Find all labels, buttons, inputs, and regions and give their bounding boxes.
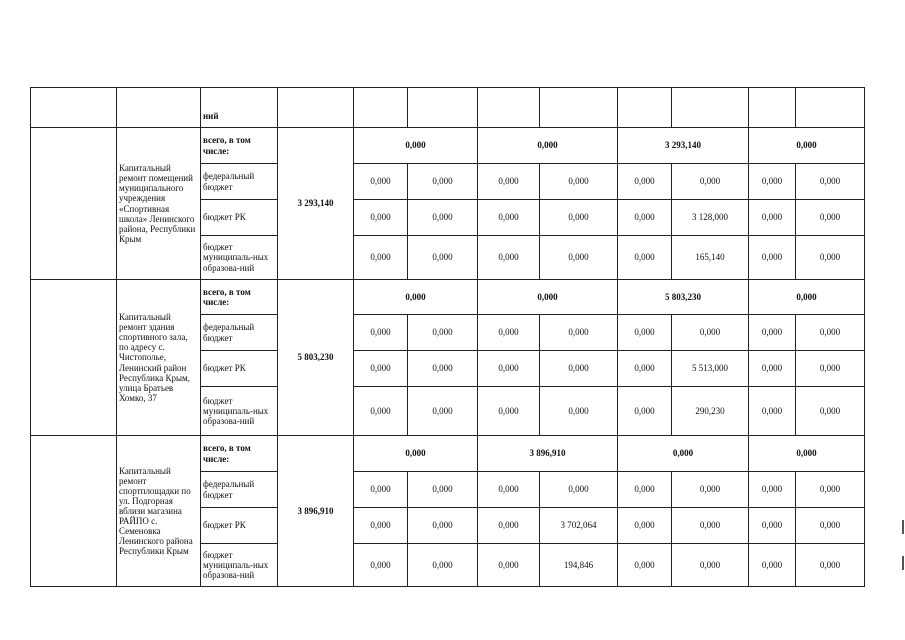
value-cell: 0,000 (354, 472, 408, 508)
value-cell: 290,230 (672, 387, 749, 436)
value-cell (540, 88, 618, 128)
value-cell: 0,000 (354, 508, 408, 544)
value-cell: 0,000 (540, 164, 618, 200)
value-cell: 0,000 (478, 351, 540, 387)
table-row (31, 88, 865, 128)
value-cell: 3 702,064 (540, 508, 618, 544)
value-cell: 0,000 (749, 351, 796, 387)
value-cell: 0,000 (540, 200, 618, 236)
year-total-cell: 0,000 (478, 128, 618, 164)
funding-source-cell: бюджет РК (201, 351, 278, 387)
value-cell: 0,000 (796, 200, 865, 236)
index-cell (31, 436, 117, 587)
value-cell: 0,000 (478, 200, 540, 236)
value-cell: 0,000 (540, 472, 618, 508)
project-name-cell: Капитальный ремонт здания спортивного зала, по адресу с. Чистополье, Ленинский район Республика Крым, улица Братьев Хомко, 37 (117, 280, 201, 436)
value-cell (354, 88, 408, 128)
value-cell: 0,000 (749, 200, 796, 236)
project-name-cell: Капитальный ремонт помещений муниципального учреждения «Спортивная школа» Ленинского района, Республики Крым (117, 128, 201, 280)
project-total-cell: 5 803,230 (278, 280, 354, 436)
value-cell: 0,000 (408, 351, 478, 387)
value-cell: 0,000 (408, 315, 478, 351)
value-cell: 0,000 (354, 200, 408, 236)
year-total-cell: 0,000 (354, 128, 478, 164)
value-cell: 0,000 (796, 544, 865, 587)
value-cell: 0,000 (618, 315, 672, 351)
value-cell: 3 128,000 (672, 200, 749, 236)
funding-source-cell: ний (201, 88, 278, 128)
value-cell: 0,000 (478, 387, 540, 436)
value-cell: 0,000 (796, 508, 865, 544)
year-total-cell: 5 803,230 (618, 280, 749, 315)
funding-source-cell: бюджет РК (201, 508, 278, 544)
value-cell: 0,000 (540, 236, 618, 280)
index-cell (31, 88, 117, 128)
funding-source-cell: федеральный бюджет (201, 472, 278, 508)
value-cell: 0,000 (618, 200, 672, 236)
value-cell: 0,000 (618, 351, 672, 387)
value-cell: 0,000 (408, 236, 478, 280)
year-total-cell: 0,000 (354, 436, 478, 472)
value-cell: 0,000 (354, 236, 408, 280)
year-total-cell: 0,000 (749, 280, 865, 315)
value-cell: 0,000 (408, 508, 478, 544)
index-cell (31, 280, 117, 436)
value-cell: 0,000 (354, 315, 408, 351)
value-cell: 0,000 (354, 544, 408, 587)
value-cell (749, 88, 796, 128)
value-cell: 194,846 (540, 544, 618, 587)
value-cell (478, 88, 540, 128)
value-cell: 0,000 (618, 472, 672, 508)
value-cell: 165,140 (672, 236, 749, 280)
value-cell: 0,000 (749, 387, 796, 436)
funding-source-cell: бюджет муниципаль-ных образова-ний (201, 544, 278, 587)
funding-source-cell: всего, в том числе: (201, 436, 278, 472)
year-total-cell: 3 896,910 (478, 436, 618, 472)
value-cell: 0,000 (749, 164, 796, 200)
value-cell: 0,000 (540, 315, 618, 351)
table-row (31, 436, 865, 472)
value-cell: 0,000 (796, 351, 865, 387)
value-cell (618, 88, 672, 128)
year-total-cell: 3 293,140 (618, 128, 749, 164)
value-cell: 0,000 (354, 387, 408, 436)
funding-source-cell: бюджет РК (201, 200, 278, 236)
funding-source-cell: федеральный бюджет (201, 315, 278, 351)
year-total-cell: 0,000 (749, 436, 865, 472)
value-cell: 0,000 (354, 351, 408, 387)
project-total-cell: 3 896,910 (278, 436, 354, 587)
funding-source-cell: бюджет муниципаль-ных образова-ний (201, 387, 278, 436)
value-cell: 0,000 (618, 508, 672, 544)
table-row (31, 280, 865, 315)
table-row (31, 128, 865, 164)
value-cell: 0,000 (478, 164, 540, 200)
scan-artifact (902, 556, 904, 570)
project-name-cell (117, 88, 201, 128)
funding-source-cell: всего, в том числе: (201, 280, 278, 315)
funding-source-cell: всего, в том числе: (201, 128, 278, 164)
value-cell: 0,000 (749, 315, 796, 351)
value-cell (796, 88, 865, 128)
value-cell: 0,000 (540, 351, 618, 387)
value-cell: 0,000 (478, 544, 540, 587)
total-cell (278, 88, 354, 128)
value-cell: 0,000 (796, 387, 865, 436)
year-total-cell: 0,000 (478, 280, 618, 315)
value-cell: 0,000 (672, 315, 749, 351)
value-cell: 5 513,000 (672, 351, 749, 387)
value-cell: 0,000 (749, 544, 796, 587)
value-cell (408, 88, 478, 128)
value-cell: 0,000 (618, 236, 672, 280)
project-name-cell: Капитальный ремонт спортплощадки по ул. Подгорная вблизи магазина РАЙПО с. Семеновка Ленинского района Республики Крым (117, 436, 201, 587)
value-cell: 0,000 (540, 387, 618, 436)
scan-artifact (902, 520, 904, 534)
value-cell: 0,000 (408, 164, 478, 200)
budget-table (30, 87, 865, 587)
index-cell (31, 128, 117, 280)
value-cell: 0,000 (618, 544, 672, 587)
value-cell: 0,000 (408, 544, 478, 587)
value-cell: 0,000 (749, 508, 796, 544)
value-cell: 0,000 (408, 387, 478, 436)
value-cell: 0,000 (749, 236, 796, 280)
value-cell: 0,000 (796, 472, 865, 508)
year-total-cell: 0,000 (618, 436, 749, 472)
value-cell: 0,000 (672, 472, 749, 508)
value-cell: 0,000 (796, 236, 865, 280)
value-cell: 0,000 (672, 164, 749, 200)
value-cell (672, 88, 749, 128)
value-cell: 0,000 (672, 544, 749, 587)
value-cell: 0,000 (354, 164, 408, 200)
year-total-cell: 0,000 (749, 128, 865, 164)
value-cell: 0,000 (618, 164, 672, 200)
value-cell: 0,000 (749, 472, 796, 508)
value-cell: 0,000 (672, 508, 749, 544)
value-cell: 0,000 (618, 387, 672, 436)
value-cell: 0,000 (478, 236, 540, 280)
year-total-cell: 0,000 (354, 280, 478, 315)
value-cell: 0,000 (796, 164, 865, 200)
value-cell: 0,000 (478, 508, 540, 544)
value-cell: 0,000 (478, 315, 540, 351)
value-cell: 0,000 (408, 200, 478, 236)
value-cell: 0,000 (408, 472, 478, 508)
value-cell: 0,000 (796, 315, 865, 351)
funding-source-cell: федеральный бюджет (201, 164, 278, 200)
project-total-cell: 3 293,140 (278, 128, 354, 280)
funding-source-cell: бюджет муниципаль-ных образова-ний (201, 236, 278, 280)
value-cell: 0,000 (478, 472, 540, 508)
